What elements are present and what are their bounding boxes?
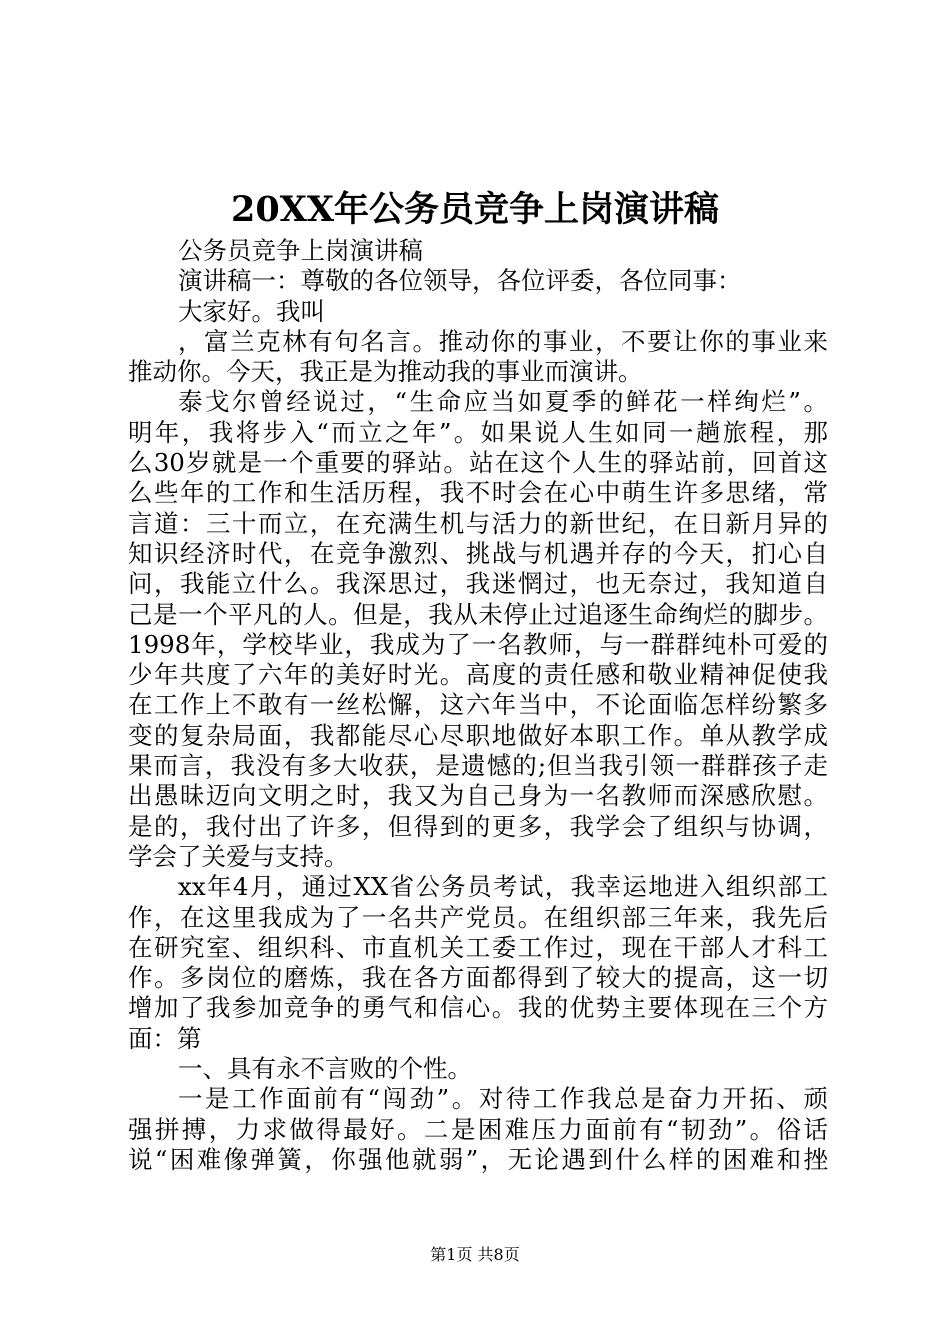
body-line: 么些年的工作和生活历程，我不时会在心中萌生许多思绪，常: [128, 478, 828, 508]
body-line: 在工作上不敢有一丝松懈，这六年当中，不论面临怎样纷繁多: [128, 690, 828, 720]
body-line: 演讲稿一：尊敬的各位领导，各位评委，各位同事：: [178, 266, 742, 296]
body-line: 作，在这里我成为了一名共产党员。在组织部三年来，我先后: [128, 902, 828, 932]
body-line: 知识经济时代，在竞争激烈、挑战与机遇并存的今天，扪心自: [128, 538, 828, 568]
body-line: 增加了我参加竞争的勇气和信心。我的优势主要体现在三个方: [128, 993, 828, 1023]
body-line: ，富兰克林有句名言。推动你的事业，不要让你的事业来: [178, 326, 828, 356]
body-line: 一是工作面前有“闯劲”。对待工作我总是奋力开拓、顽: [178, 1084, 828, 1114]
body-line: 变的复杂局面，我都能尽心尽职地做好本职工作。单从教学成: [128, 720, 828, 750]
page-footer: 第1页 共8页: [430, 1245, 520, 1264]
body-line: 说“困难像弹簧，你强他就弱”，无论遇到什么样的困难和挫: [128, 1144, 828, 1174]
body-line: 作。多岗位的磨炼，我在各方面都得到了较大的提高，这一切: [128, 963, 828, 993]
body-line: 学会了关爱与支持。: [128, 841, 349, 871]
body-line: 言道：三十而立，在充满生机与活力的新世纪，在日新月异的: [128, 508, 828, 538]
body-line: 是的，我付出了许多，但得到的更多，我学会了组织与协调，: [128, 811, 828, 841]
body-line: 明年，我将步入“而立之年”。如果说人生如同一趟旅程，那: [128, 417, 828, 447]
body-line: 问，我能立什么。我深思过，我迷惘过，也无奈过，我知道自: [128, 569, 828, 599]
body-line: 果而言，我没有多大收获，是遗憾的;但当我引领一群群孩子走: [128, 751, 828, 781]
body-line: 推动你。今天，我正是为推动我的事业而演讲。: [128, 357, 643, 387]
body-line: 面：第: [128, 1023, 202, 1053]
body-line: 1998年，学校毕业，我成为了一名教师，与一群群纯朴可爱的: [128, 629, 828, 659]
body-line: 公务员竞争上岗演讲稿: [178, 236, 423, 265]
body-line: 己是一个平凡的人。但是，我从未停止过追逐生命绚烂的脚步。: [128, 599, 828, 629]
body-line: xx年4月，通过XX省公务员考试，我幸运地进入组织部工: [178, 872, 828, 902]
body-line: 么30岁就是一个重要的驿站。站在这个人生的驿站前，回首这: [128, 448, 828, 478]
document-body: [128, 236, 828, 1175]
document-title: 20XX年公务员竞争上岗演讲稿: [230, 189, 720, 230]
body-line: 大家好。我叫: [178, 296, 325, 326]
body-line: 少年共度了六年的美好时光。高度的责任感和敬业精神促使我: [128, 660, 828, 690]
body-line: 出愚昧迈向文明之时，我又为自己身为一名教师而深感欣慰。: [128, 781, 828, 811]
body-line: 强拼搏，力求做得最好。二是困难压力面前有“韧劲”。俗话: [128, 1114, 828, 1144]
body-line: 在研究室、组织科、市直机关工委工作过，现在干部人才科工: [128, 932, 828, 962]
body-line: 一、具有永不言败的个性。: [178, 1054, 472, 1084]
body-line: 泰戈尔曾经说过，“生命应当如夏季的鲜花一样绚烂”。: [178, 387, 828, 417]
